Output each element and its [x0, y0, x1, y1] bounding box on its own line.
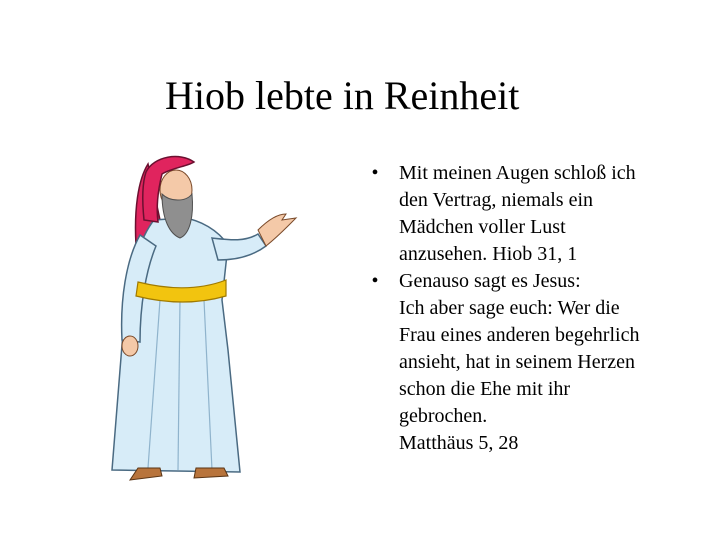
- bullet-line: gebrochen.: [399, 405, 488, 427]
- bullet-line: Mädchen voller Lust: [399, 216, 566, 238]
- bullet-line: Ich aber sage euch: Wer die: [399, 297, 620, 319]
- bullet-line: schon die Ehe mit ihr: [399, 378, 571, 400]
- bullet-marker: •: [371, 162, 379, 184]
- bullet-line: Genauso sagt es Jesus:: [399, 270, 581, 292]
- bullet-line: Mit meinen Augen schloß ich: [399, 162, 636, 184]
- bullet-marker: •: [371, 270, 379, 292]
- slide-title: Hiob lebte in Reinheit: [165, 73, 520, 118]
- bullet-line: Matthäus 5, 28: [399, 432, 519, 454]
- bullet-line: Frau eines anderen begehrlich: [399, 324, 640, 346]
- bullet-list: [365, 160, 710, 457]
- bullet-line: anzusehen. Hiob 31, 1: [399, 243, 578, 265]
- bullet-item: [365, 160, 710, 268]
- robed-man-gesturing-icon: [100, 150, 310, 490]
- bullet-line: ansieht, hat in seinem Herzen: [399, 351, 636, 373]
- bullet-line: den Vertrag, niemals ein: [399, 189, 594, 211]
- bullet-item: [365, 268, 710, 457]
